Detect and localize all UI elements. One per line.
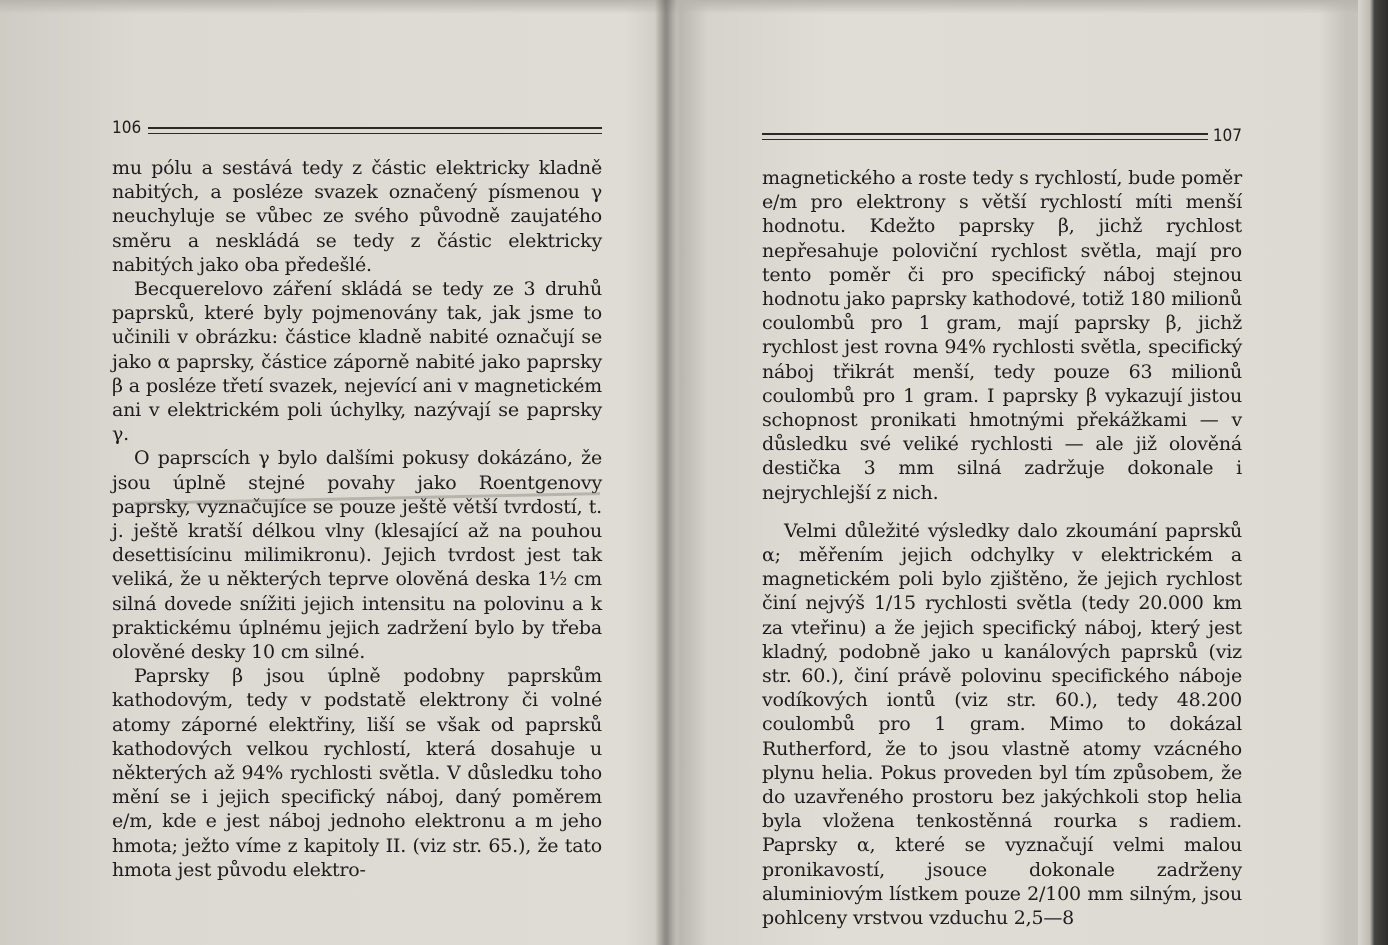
paragraph: Paprsky β jsou úplně podobny paprskům kathodovým, tedy v podstatě elektrony či volné atomy záporné elektřiny, liší se však od paprsků kathodových velkou rychlostí, která dosahuje u některých až 94% rychlosti světla. V důsledku toho mění se i jejich specifický náboj, daný poměrem e/m, kde e jest náboj jednoho elektronu a m jeho hmota; ježto víme z kapitoly II. (viz str. 65.), že tato hmota jest původu elektro- [112,665,602,881]
left-page-body [112,156,602,882]
paragraph: O paprscích γ bylo dalšími pokusy dokázáno, že jsou úplně stejné povahy jako Roentgenovy paprsky, vyznačujíce se pouze ještě větší tvrdostí, t. j. ještě kratší délkou vlny (klesající až na pouhou desettisícinu milimikronu). Jejich tvrdost jest tak veliká, že u některých teprve olověná deska 1½ cm silná dovede snížiti jejich intensitu na polovinu a k praktickému úplnému jejich zadržení bylo by třeba olověné desky 10 cm silné. [112,447,602,664]
left-page-number: 106 [112,118,142,138]
paragraph: Velmi důležité výsledky dalo zkoumání paprsků α; měřením jejich odchylky v elektrickém a magnetickém poli bylo zjištěno, že jejich rychlost činí nejvýš 1/15 rychlosti světla (tedy 20.000 km za vteřinu) a že jejich specifický náboj, který jest kladný, podobně jako u kanálových paprsků (viz str. 60.), činí právě polovinu specifického náboje vodíkových iontů (viz str. 60.), tedy 48.200 coulombů pro 1 gram. Mimo to dokázal Rutherford, že to jsou vlastně atomy vzácného plynu helia. Pokus proveden byl tím způsobem, že do uzavřeného prostoru bez jakýchkoli stop helia byla vložena tenkostěnná rourka s radiem. Paprsky α, které se vyznačují velmi malou pronikavostí, jsouce dokonale zadrženy aluminiovým lístkem pouze 2/100 mm silným, jsou pohlceny vrstvou vzduchu 2,5—8 [762,519,1242,930]
right-page-body [762,166,1242,930]
header-rule [762,133,1208,140]
scan-top-shadow [0,0,1388,14]
right-page-header [762,124,1242,146]
paragraph: mu pólu a sestává tedy z částic elektricky kladně nabitých, a posléze svazek označený písmenou γ neuchyluje se vůbec ze svého původně zaujatého směru a neskládá se tedy z částic elektricky nabitých jako oba předešlé. [112,157,602,276]
book-gutter [655,0,677,945]
right-page-number: 107 [1212,126,1242,146]
right-page [762,124,1242,930]
paragraph: magnetického a roste tedy s rychlostí, bude poměr e/m pro elektrony s větší rychlostí míti menší hodnotu. Kdežto paprsky β, jichž rychlost nepřesahuje poloviční rychlost světla, mají pro tento poměr či pro specifický náboj stejnou hodnotu jako paprsky kathodové, totiž 180 milionů coulombů pro 1 gram, mají paprsky β, jichž rychlost jest rovna 94% rychlosti světla, specifický náboj třikrát menší, tedy pouze 63 milionů coulombů pro 1 gram. I paprsky β vykazují jistou schopnost pronikati hmotnými překážkami — v důsledku své veliké rychlosti — ale již olověná destička 3 mm silná zadržuje dokonale i nejrychlejší z nich. [762,167,1242,504]
page-edge-shadow [1358,0,1388,945]
left-page-header [112,118,602,140]
header-rule [148,127,602,134]
paragraph: Becquerelovo záření skládá se tedy ze 3 druhů paprsků, které byly pojmenovány tak, jak jsme to učinili v obrázku: částice kladně nabité označují se jako α paprsky, částice záporně nabité jako paprsky β a posléze třetí svazek, nejevící ani v magnetickém ani v elektrickém poli úchylky, nazývají se paprsky γ. [112,278,602,446]
